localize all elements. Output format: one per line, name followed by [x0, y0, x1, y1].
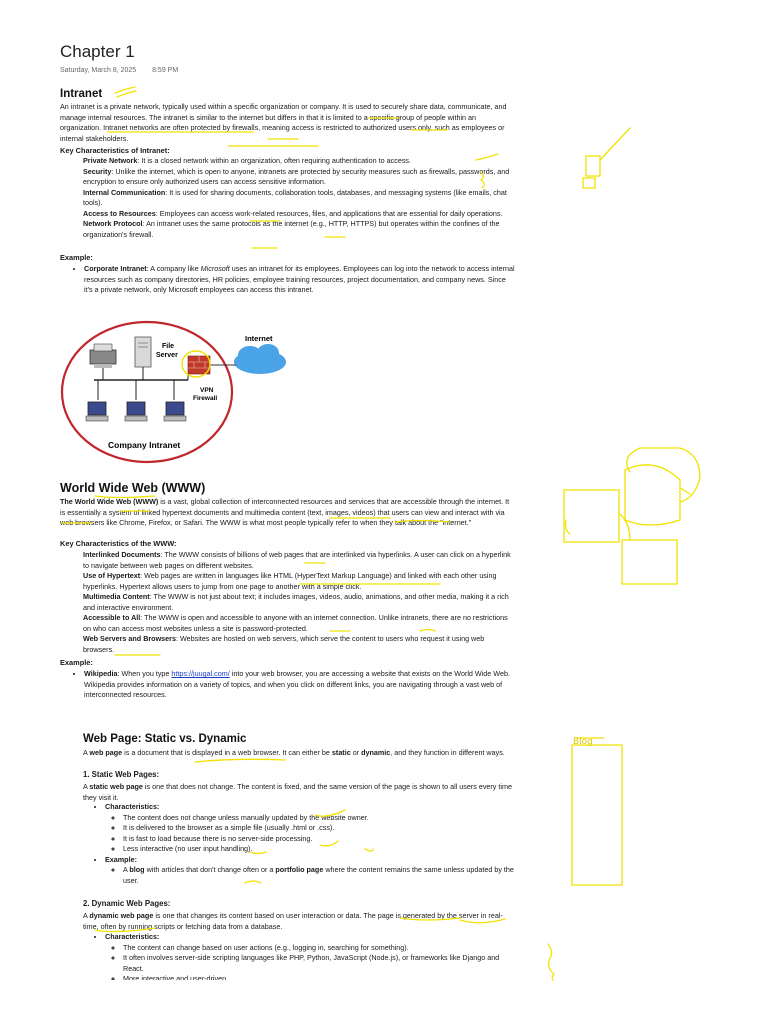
dynamic-intro: A dynamic web page is one that changes its content based on user interaction or data. The page is generated by the server in real-time, often by running scripts or fetching data from a database. [83, 911, 503, 931]
note-date: Saturday, March 8, 2025 [60, 67, 137, 74]
intranet-intro: An intranet is a private network, typically used within a specific organization or company. It is used to securely share data, communicate, and manage internal resources. The intranet is similar to the internet but differs in that it is limited to a specific group of people within an organization. Intranet networks are often protected by firewalls, meaning access is restricted to authorized users only, such as employees or internal stakeholders. [60, 102, 507, 143]
ink-underline [250, 221, 345, 248]
www-example-item: • Wikipedia: When you type https://juugal.com/ into your web browser, you are accessing a website that exists on the World Wide Web. Wikipedia provides information on a variety of topics, and when you click on different links, you are navigating through a vast web of interconnected resources. [84, 669, 515, 701]
static-char-2: ◦ It is fast to load because there is no server-side processing. [123, 834, 515, 845]
static-example-item: ◦ A blog with articles that don't change often or a portfolio page where the content remains the same unless updated by the user. [123, 865, 515, 886]
intranet-char-0: Private Network: It is a closed network within an organization, often requiring authentication to access. [83, 156, 412, 165]
note-time: 8:59 PM [152, 67, 179, 74]
ink-underline [108, 118, 447, 146]
www-char-3: Accessible to All: The WWW is open and accessible to anyone with an internet connection. Unlike intranets, there are no restrictions on who can access most websites unless a site is password-protected. [83, 613, 508, 633]
dynamic-char-0: ◦ The content can change based on user actions (e.g., logging in, searching for something). [123, 943, 515, 954]
webpage-intro: A web page is a document that is displayed in a web browser. It can either be static or dynamic, and they function in different ways. [83, 748, 505, 757]
page-title: Chapter 1 [60, 42, 135, 61]
www-example-label: Example: [60, 658, 93, 667]
blog-annotation-label: Blog [573, 737, 593, 747]
dynamic-char-2: ◦ More interactive and user-driven. [123, 974, 515, 980]
static-example: • Example: ◦ A blog with articles that don't change often or a portfolio page where the content remains the same unless updated by the user. [105, 855, 515, 887]
ink-scribble [115, 87, 136, 97]
dynamic-heading: 2. Dynamic Web Pages: [83, 899, 171, 908]
intranet-key-label: Key Characteristics of Intranet: [60, 146, 170, 155]
ink-scribble [548, 944, 554, 980]
blog-sketch-box [572, 738, 622, 885]
www-key-label: Key Characteristics of the WWW: [60, 539, 177, 548]
www-char-1: Use of Hypertext: Web pages are written in languages like HTML (HyperText Markup Language) and linked with each other using hyperlinks. Hypertext allows users to jump from one page to another with a simple click. [83, 571, 497, 591]
ink-sketch [583, 128, 630, 188]
static-characteristics: • Characteristics: ◦ The content does not change unless manually updated by the website owner. ◦ It is delivered to the browser as a simple file (usually .html or .css). ◦ It is fast to load because there is no server-side processing. ◦ Less interactive (no user input handling). [105, 802, 515, 855]
vpn-firewall-label: VPN Firewall [193, 387, 218, 402]
ink-underline [95, 759, 505, 931]
static-char-3: ◦ Less interactive (no user input handling). [123, 844, 515, 855]
static-char-0: ◦ The content does not change unless manually updated by the website owner. [123, 813, 515, 824]
intranet-char-4: Network Protocol: An intranet uses the same protocols as the internet (e.g., HTTP, HTTPS) but operates within the confines of the organization's firewall. [83, 219, 500, 239]
ink-underline [62, 496, 450, 563]
ink-sketch [564, 448, 700, 542]
static-char-1: ◦ It is delivered to the browser as a simple file (usually .html or .css). [123, 823, 515, 834]
dynamic-char-1: ◦ It often involves server-side scripting languages like PHP, Python, JavaScript (Node.js), or frameworks like Django and React. [123, 953, 515, 974]
intranet-example-label: Example: [60, 253, 93, 262]
webpage-heading: Web Page: Static vs. Dynamic [83, 733, 247, 745]
intranet-char-3: Access to Resources: Employees can access work-related resources, files, and applications that are essential for daily operations. [83, 208, 503, 218]
www-char-0: Interlinked Documents: The WWW consists of billions of web pages that are interlinked via hyperlinks. A user can click on a hyperlink to navigate between web pages on different websites. [83, 550, 511, 570]
example-link[interactable]: https://juugal.com/ [171, 669, 230, 678]
ink-sketch [566, 488, 691, 584]
intranet-char-1: Security: Unlike the internet, which is open to anyone, intranets are protected by security measures such as firewalls, passwords, and encryption to ensure only authorized users can access sensitive information. [83, 166, 510, 186]
www-char-4: Web Servers and Browsers: Websites are hosted on web servers, which serve the content to users who request it using web browsers. [83, 634, 485, 654]
ink-scribble [476, 154, 498, 188]
company-intranet-label: Company Intranet [108, 440, 181, 450]
www-intro: The World Wide Web (WWW) is a vast, global collection of interconnected resources and services that are accessible through the internet. It is essentially a system of linked hypertext documents and multimedia content (text, images, videos) that users can view and interact with via web browsers like Chrome, Firefox, or Safari. The WWW is what most people typically refer to when they talk about the "internet." [60, 497, 510, 527]
intranet-heading: Intranet [60, 88, 103, 100]
static-heading: 1. Static Web Pages: [83, 770, 160, 779]
www-char-2: Multimedia Content: The WWW is not just about text; it includes images, videos, audio, animations, and other media, making it a rich and interactive environment. [83, 592, 509, 612]
static-intro: A static web page is one that does not change. The content is fixed, and the same version of the page is shown to all users every time they visit it. [83, 782, 512, 802]
intranet-example-item: • Corporate Intranet: A company like Microsoft uses an intranet for its employees. Employees can log into the network to access internal resources such as company directories, HR policies, employee training resources, project documentation, and company news. Since it's a private network, only Microsoft employees can access this intranet. [84, 264, 515, 296]
dynamic-characteristics: • Characteristics: ◦ The content can change based on user actions (e.g., logging in, searching for something). ◦ It often involves server-side scripting languages like PHP, Python, JavaScript (Node.js), or frameworks like Django and React. ◦ More interactive and user-driven. [105, 932, 515, 980]
file-server-label: File Server [156, 343, 178, 359]
intranet-char-2: Internal Communication: It is used for sharing documents, collaboration tools, databases, and messaging systems (like emails, chat tools). [83, 187, 507, 207]
internet-label: Internet [245, 334, 273, 343]
ink-underline [115, 584, 440, 655]
www-heading: World Wide Web (WWW) [60, 481, 206, 495]
